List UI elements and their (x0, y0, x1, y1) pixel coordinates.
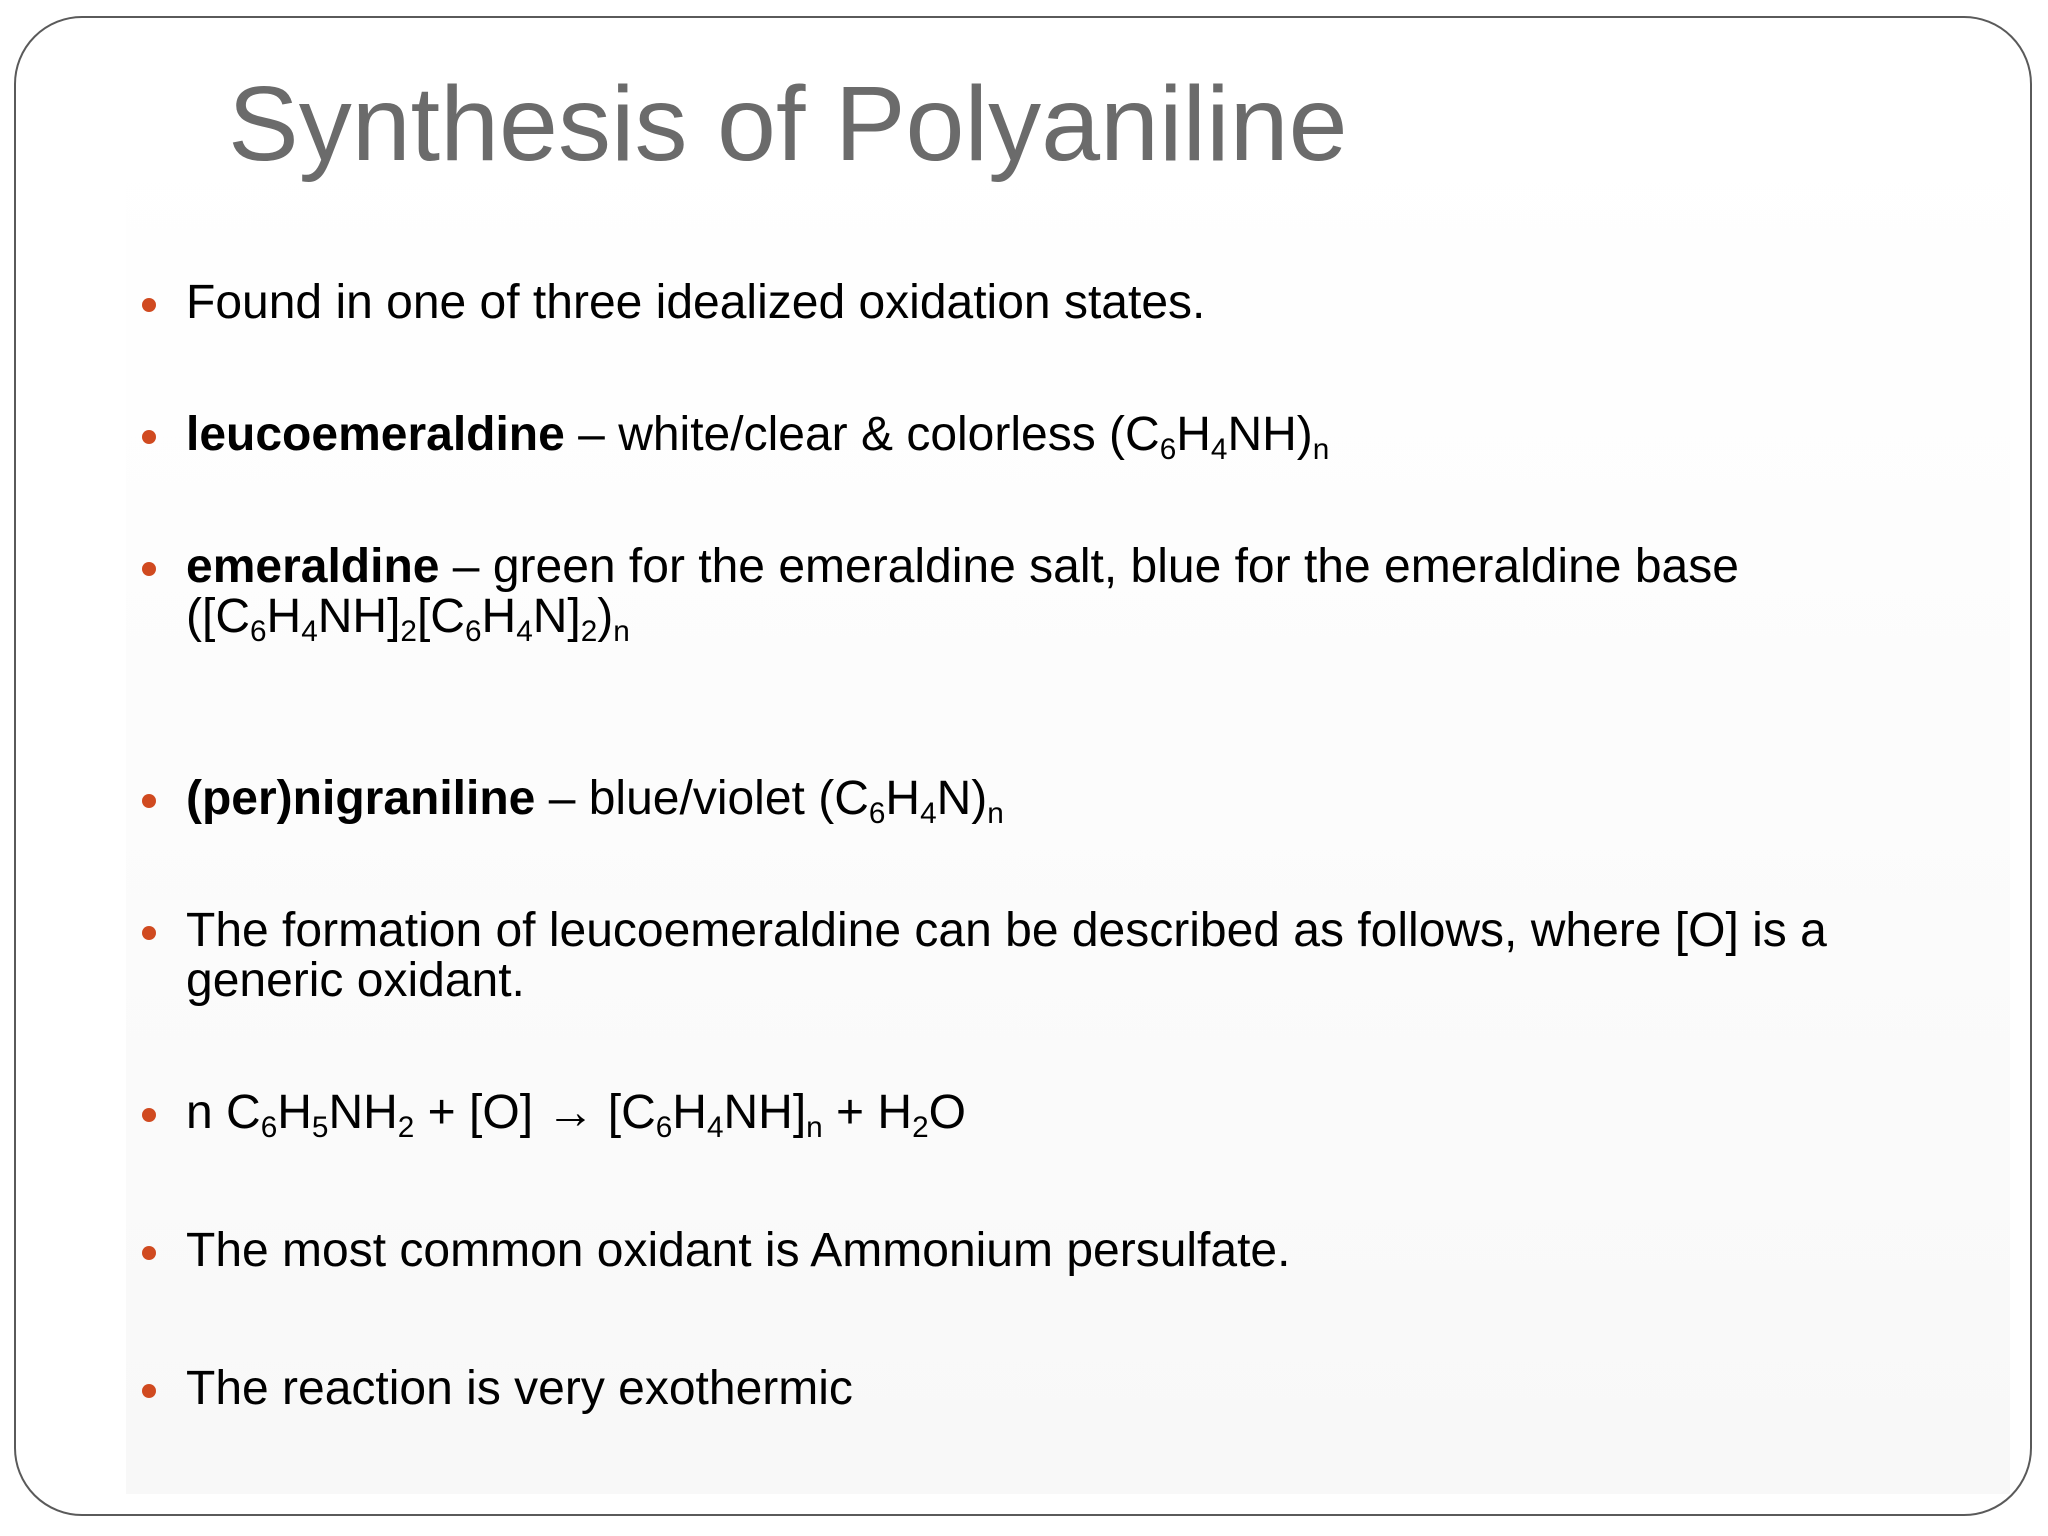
equation-text: O (928, 1086, 966, 1139)
equation-subscript: 2 (912, 1110, 929, 1144)
bullet-dot-icon (142, 794, 156, 808)
equation-subscript: 5 (311, 1110, 329, 1144)
bullet-item-equation (186, 1086, 1926, 1144)
bullet-item-exothermic (186, 1364, 1926, 1414)
equation-text: NH] (723, 1086, 807, 1139)
bullet-item-pernigraniline (186, 772, 1926, 830)
formula-subscript: 2 (400, 615, 417, 649)
formula-text: ) (597, 590, 614, 644)
bullet-text: The formation of leucoemeraldine can be described as follows, where [O] is a generic oxidant. (186, 904, 1827, 1008)
bullet-dot-icon (142, 1246, 156, 1260)
term-emeraldine: emeraldine (186, 540, 440, 593)
formula-subscript: 6 (868, 796, 886, 830)
formula-subscript: 4 (301, 615, 318, 649)
bullet-text: Found in one of three idealized oxidation states. (186, 276, 1206, 329)
formula-text: [C (416, 590, 465, 644)
equation-subscript: 4 (706, 1110, 724, 1144)
term-pernigraniline: (per)nigraniline (186, 772, 536, 825)
equation-subscript: n (806, 1110, 823, 1144)
equation-text: + [O] → [C (414, 1086, 656, 1139)
equation-text: NH (328, 1086, 398, 1139)
formula-subscript: n (1312, 432, 1330, 466)
bullet-dot-icon (142, 1384, 156, 1398)
equation-text: H (672, 1086, 707, 1139)
bullet-list (16, 18, 2030, 1514)
formula-text: H (266, 590, 302, 644)
bullet-text: – green for the emeraldine salt, blue for the emeraldine base (439, 540, 1739, 593)
formula-line (186, 590, 630, 649)
equation-subscript: 2 (397, 1110, 415, 1144)
formula-subscript: 4 (1210, 432, 1228, 466)
bullet-dot-icon (142, 298, 156, 312)
bullet-text: – blue/violet (C (535, 772, 869, 825)
formula-text: ([C (186, 590, 250, 644)
bullet-dot-icon (142, 926, 156, 940)
formula-subscript: 6 (1159, 432, 1177, 466)
bullet-text: The most common oxidant is Ammonium persulfate. (186, 1224, 1291, 1277)
bullet-item-emeraldine (186, 540, 1926, 649)
term-leucoemeraldine: leucoemeraldine (186, 408, 565, 461)
formula-text: N] (532, 590, 581, 644)
bullet-dot-icon (142, 430, 156, 444)
formula-subscript: 6 (249, 615, 267, 649)
equation-text: H (277, 1086, 312, 1139)
formula-text: H (481, 590, 517, 644)
formula-subscript: 4 (516, 615, 533, 649)
bullet-text: – white/clear & colorless (C (564, 408, 1160, 461)
slide-title: Synthesis of Polyaniline (228, 65, 1348, 183)
equation-subscript: 6 (260, 1110, 278, 1144)
bullet-dot-icon (142, 562, 156, 576)
formula-text: N) (936, 772, 988, 825)
formula-subscript: n (987, 796, 1004, 830)
chemical-equation (186, 1086, 966, 1144)
formula-text: NH] (317, 590, 401, 644)
formula-subscript: 6 (464, 615, 482, 649)
equation-text: + H (822, 1086, 913, 1139)
bullet-dot-icon (142, 1108, 156, 1122)
formula-subscript: n (613, 615, 630, 649)
formula-subscript: 4 (920, 796, 937, 830)
slide-frame (14, 16, 2032, 1516)
bullet-item-oxidation-states (186, 278, 1926, 328)
formula-text: NH) (1227, 408, 1313, 461)
formula-text: H (1176, 408, 1211, 461)
bullet-item-formation (186, 906, 1926, 1007)
equation-text: n C (186, 1086, 261, 1139)
bullet-text: The reaction is very exothermic (186, 1362, 853, 1415)
bullet-item-leucoemeraldine (186, 408, 1926, 466)
formula-subscript: 2 (580, 615, 598, 649)
equation-subscript: 6 (655, 1110, 673, 1144)
formula-text: H (885, 772, 921, 825)
bullet-item-oxidant (186, 1226, 1926, 1276)
